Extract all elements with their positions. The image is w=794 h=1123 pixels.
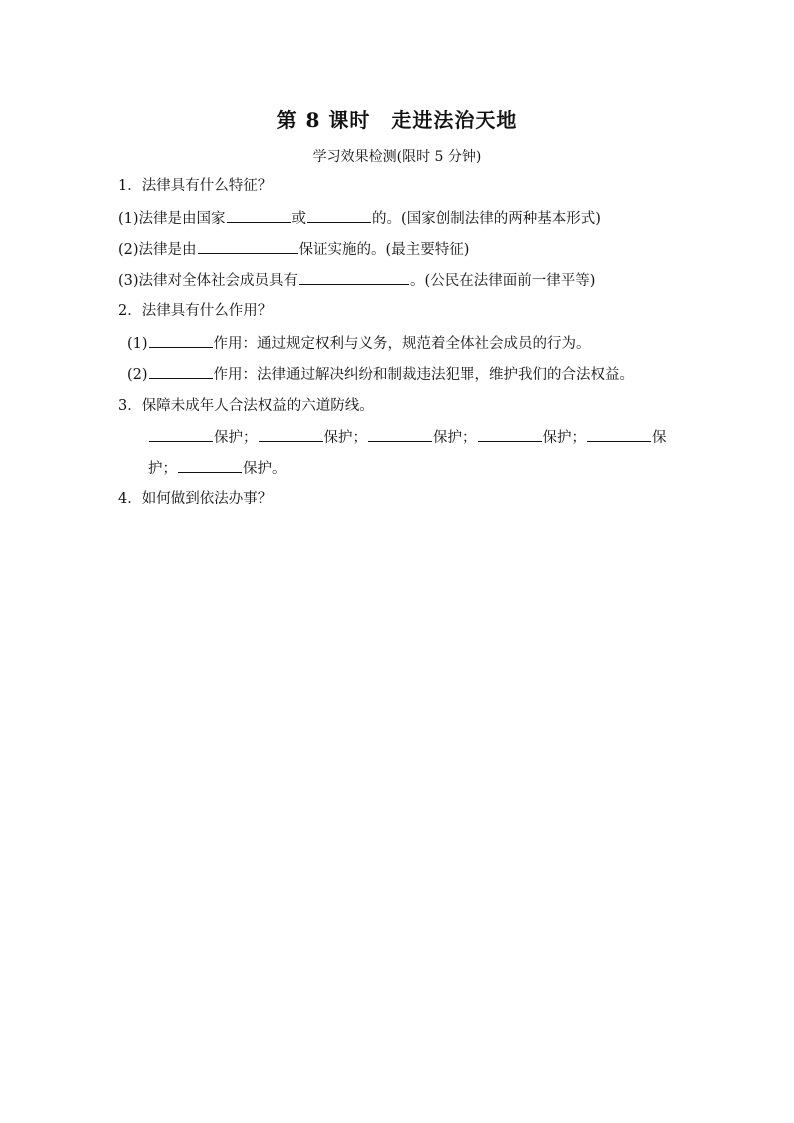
q2-item-1-text-a: (1) xyxy=(127,336,148,352)
q2-item-2-text-a: (2) xyxy=(127,367,148,383)
q1-heading: 1．法律具有什么特征？ xyxy=(118,178,273,194)
fill-blank[interactable] xyxy=(149,427,213,442)
fill-blank[interactable] xyxy=(587,427,651,442)
q1-item-3 xyxy=(118,270,595,291)
fill-blank[interactable] xyxy=(149,333,213,348)
q3-protect-5-end: 护； xyxy=(148,461,177,477)
q2-item-1 xyxy=(127,333,591,354)
fill-blank[interactable] xyxy=(227,208,291,223)
q3-heading: 3．保障未成年人合法权益的六道防线。 xyxy=(118,398,374,414)
q1-item-1-text-a: (1)法律是由国家 xyxy=(118,211,226,227)
q1-item-1-text-c: 的。(国家创制法律的两种基本形式) xyxy=(372,211,601,227)
fill-blank[interactable] xyxy=(478,427,542,442)
fill-blank[interactable] xyxy=(307,208,371,223)
q2-item-1-text-b: 作用：通过规定权利与义务，规范着全体社会成员的行为。 xyxy=(213,336,591,352)
q3-protect-1: 保护； xyxy=(214,430,258,446)
q3-protect-4: 保护； xyxy=(542,430,586,446)
q1-item-1-text-b: 或 xyxy=(291,211,307,227)
fill-blank[interactable] xyxy=(198,239,298,254)
q1-item-2-text-b: 保证实施的。(最主要特征) xyxy=(298,242,470,258)
q1-item-2-text-a: (2)法律是由 xyxy=(118,242,197,258)
q3-protect-2: 保护； xyxy=(323,430,367,446)
q3-protect-5-start: 保 xyxy=(652,430,667,446)
fill-blank[interactable] xyxy=(259,427,323,442)
fill-blank[interactable] xyxy=(178,458,242,473)
q4-heading: 4．如何做到依法办事？ xyxy=(118,491,273,507)
page-title: 第 8 课时 走进法治天地 xyxy=(276,108,518,132)
q2-heading: 2．法律具有什么作用？ xyxy=(118,303,273,319)
fill-blank[interactable] xyxy=(299,270,409,285)
page-subtitle: 学习效果检测(限时 5 分钟) xyxy=(312,149,482,165)
q1-item-2 xyxy=(118,239,469,260)
fill-blank[interactable] xyxy=(149,364,213,379)
fill-blank[interactable] xyxy=(368,427,432,442)
q2-item-2 xyxy=(127,364,634,385)
q3-protect-6: 保护。 xyxy=(243,461,287,477)
q1-item-3-text-a: (3)法律对全体社会成员具有 xyxy=(118,273,299,289)
q3-line-2 xyxy=(148,458,287,479)
q1-item-3-text-b: 。(公民在法律面前一律平等) xyxy=(410,273,596,289)
q3-line-1 xyxy=(148,427,667,448)
q3-protect-3: 保护； xyxy=(433,430,477,446)
q1-item-1 xyxy=(118,208,601,229)
q2-item-2-text-b: 作用：法律通过解决纠纷和制裁违法犯罪，维护我们的合法权益。 xyxy=(213,367,635,383)
